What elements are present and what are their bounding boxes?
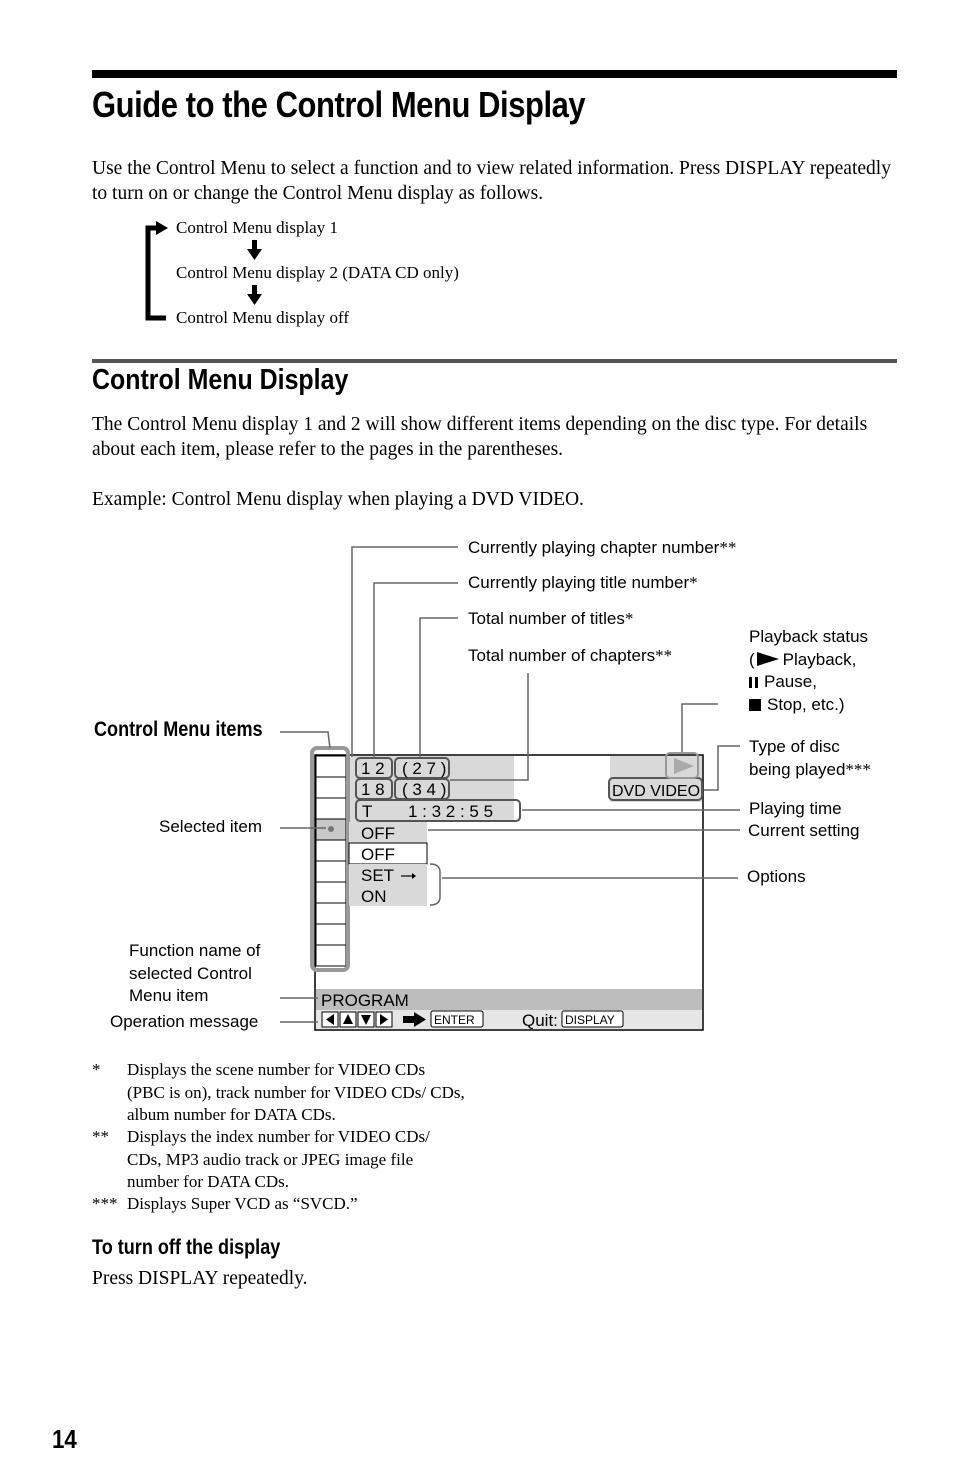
- play-icon: [757, 652, 779, 666]
- page-number: 14: [52, 1424, 77, 1454]
- screen-chapter-total: ( 3 4 ): [402, 780, 447, 799]
- label-playing-time: Playing time: [749, 799, 842, 818]
- screen-option-set: SET: [361, 866, 395, 885]
- footnote-2-mark: **: [92, 1127, 109, 1146]
- screen-time-value: 1 : 3 2 : 5 5: [408, 802, 494, 821]
- section-rule: [92, 359, 897, 363]
- label-selected-item: Selected item: [159, 817, 262, 836]
- footnote-2-text: Displays the index number for VIDEO CDs/ CDs, MP3 audio track or JPEG image file number for DATA CDs.: [127, 1127, 430, 1191]
- footnote-1-text: Displays the scene number for VIDEO CDs (PBC is on), track number for VIDEO CDs/ CDs, album number for DATA CDs.: [127, 1060, 465, 1124]
- label-total-titles: Total number of titles*: [468, 609, 634, 628]
- screen-option-off: OFF: [361, 845, 395, 864]
- turn-off-heading: To turn off the display: [92, 1236, 281, 1259]
- section-paragraph: The Control Menu display 1 and 2 will show different items depending on the disc type. For details about each item, please refer to the pages in the parentheses.: [92, 414, 868, 460]
- screen-enter-label: ENTER: [434, 1013, 475, 1027]
- label-disc-type: Type of disc being played***: [749, 737, 871, 779]
- stop-icon: [749, 699, 761, 711]
- screen-title-total: ( 2 7 ): [402, 759, 447, 778]
- footnote-3-text: Displays Super VCD as “SVCD.”: [127, 1194, 358, 1213]
- section-title: Control Menu Display: [92, 364, 349, 396]
- pause-icon: [749, 677, 758, 688]
- label-operation-message: Operation message: [110, 1012, 259, 1031]
- screen-title-number: 1 2: [361, 759, 385, 778]
- screen-function-name: PROGRAM: [321, 991, 409, 1010]
- screen-quit-label: Quit:: [522, 1011, 558, 1030]
- footnote-3-mark: ***: [92, 1194, 118, 1213]
- screen-chapter-number: 1 8: [361, 780, 385, 799]
- screen-time-label: T: [362, 802, 373, 821]
- intro-paragraph: Use the Control Menu to select a function and to view related information. Press DISPLAY repeatedly to turn on or change the Control Menu display as follows.: [92, 158, 891, 204]
- screen-option-on: ON: [361, 887, 387, 906]
- label-playback-status: Playback status ( Playback, Pause, Stop, etc.): [749, 627, 869, 714]
- page-title: Guide to the Control Menu Display: [92, 84, 586, 125]
- example-line: Example: Control Menu display when playing a DVD VIDEO.: [92, 489, 584, 510]
- screen-display-label: DISPLAY: [565, 1013, 615, 1027]
- flow-step-2: Control Menu display 2 (DATA CD only): [176, 263, 459, 282]
- label-current-setting: Current setting: [748, 821, 860, 840]
- label-function-name: Function name of selected Control Menu item: [129, 941, 261, 1005]
- label-total-chapters: Total number of chapters**: [468, 646, 673, 665]
- label-options: Options: [747, 867, 806, 886]
- footnote-1-mark: *: [92, 1060, 101, 1079]
- flow-step-1: Control Menu display 1: [176, 218, 338, 237]
- label-chapter-number: Currently playing chapter number**: [468, 538, 737, 557]
- top-rule: [92, 70, 897, 78]
- label-title-number: Currently playing title number*: [468, 573, 698, 592]
- turn-off-text: Press DISPLAY repeatedly.: [92, 1268, 308, 1289]
- screen-disc-type: DVD VIDEO: [612, 783, 701, 800]
- label-control-menu-items: Control Menu items: [94, 718, 263, 741]
- flow-step-3: Control Menu display off: [176, 308, 349, 327]
- screen-current-setting: OFF: [361, 824, 395, 843]
